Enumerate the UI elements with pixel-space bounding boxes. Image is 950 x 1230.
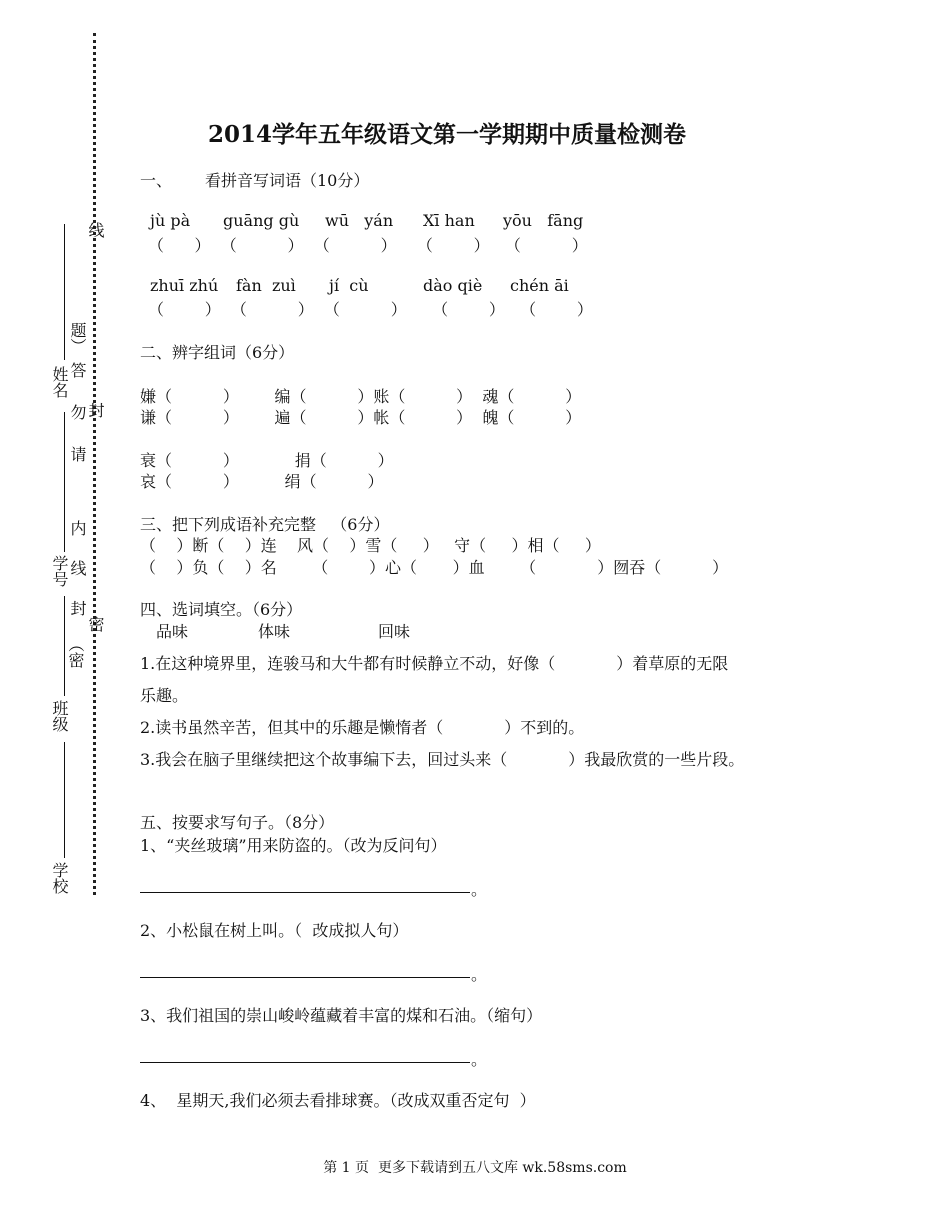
binding-dotted-line: [93, 33, 96, 895]
pinyin: dào qiè: [423, 276, 483, 295]
margin-notice: 答: [68, 362, 87, 378]
margin-school-label: 学校: [50, 862, 69, 894]
pinyin: chén āi: [510, 276, 569, 295]
word-choice: 回味: [378, 622, 411, 641]
answer-period: 。: [471, 965, 488, 984]
school-fill-line: [64, 742, 65, 858]
pinyin: Xī han: [423, 211, 475, 230]
section2-heading: 二、辨字组词（6分）: [140, 343, 295, 362]
margin-notice: 封: [86, 402, 105, 418]
page-title: 2014学年五年级语文第一学期期中质量检测卷: [208, 121, 687, 148]
question: 1、“夹丝玻璃”用来防盗的。（改为反问句）: [140, 836, 447, 855]
margin-notice: 内: [68, 520, 87, 536]
margin-class-label: 班级: [50, 700, 69, 732]
margin-notice: （密: [66, 636, 85, 668]
pinyin: jù pà: [150, 211, 191, 230]
char-group-line[interactable]: 谦（ ） 遍（ ）帐（ ） 魄（ ）: [140, 408, 582, 427]
idiom-line[interactable]: （ ）负（ ）名 （ ）心（ ）血 （ ）囫吞（ ）: [140, 558, 729, 577]
word-choice: 品味: [156, 622, 189, 641]
pinyin: zhuī zhú: [150, 276, 219, 295]
answer-period: 。: [471, 880, 488, 899]
question: 2、小松鼠在树上叫。（ 改成拟人句）: [140, 921, 409, 940]
section3-heading: 三、把下列成语补充完整 （6分）: [140, 515, 390, 534]
section1-heading: 看拼音写词语（10分）: [205, 171, 370, 190]
idiom-line[interactable]: （ ）断（ ）连 风（ ）雪（ ） 守（ ）相（ ）: [140, 536, 601, 555]
word-choice: 体味: [258, 622, 291, 641]
char-group-line[interactable]: 衰（ ） 捐（ ）: [140, 451, 394, 470]
answer-line[interactable]: [140, 977, 470, 978]
answer-line[interactable]: [140, 1062, 470, 1063]
margin-notice: 密: [86, 616, 105, 632]
margin-notice: 请: [68, 446, 87, 462]
name-fill-line: [64, 224, 65, 360]
fill-item[interactable]: 2.读书虽然辛苦，但其中的乐趣是懒惰者（ ）不到的。: [140, 718, 585, 737]
margin-xian: 线: [86, 222, 105, 238]
fill-item[interactable]: 3.我会在脑子里继续把这个故事编下去，回过头来（ ）我最欣赏的一些片段。: [140, 750, 745, 769]
pinyin: wū yán: [325, 211, 394, 230]
pinyin: guāng gù: [223, 211, 300, 230]
margin-notice: 题）: [68, 322, 87, 354]
margin-notice: 线: [68, 560, 87, 576]
question: 3、我们祖国的崇山峻岭蕴藏着丰富的煤和石油。（缩句）: [140, 1006, 543, 1025]
margin-notice: 封: [68, 600, 87, 616]
char-group-line[interactable]: 哀（ ） 绢（ ）: [140, 472, 384, 491]
question: 4、 星期天,我们必须去看排球赛。（改成双重否定句 ）: [140, 1091, 536, 1110]
id-fill-line: [64, 412, 65, 552]
page-footer: 第 1 页 更多下载请到五八文库 wk.58sms.com: [323, 1160, 627, 1176]
pinyin: jí cù: [329, 276, 369, 295]
margin-notice: 勿: [68, 404, 87, 420]
margin-name-label: 姓名: [50, 366, 69, 398]
fill-item[interactable]: 1.在这种境界里，连骏马和大牛都有时候静立不动，好像（ ）着草原的无限: [140, 654, 729, 673]
char-group-line[interactable]: 嫌（ ） 编（ ）账（ ） 魂（ ）: [140, 387, 582, 406]
fill-item: 乐趣。: [140, 686, 189, 705]
pinyin: fàn zuì: [236, 276, 296, 295]
section5-heading: 五、按要求写句子。（8分）: [140, 813, 335, 832]
pinyin: yōu fāng: [503, 211, 584, 230]
section1-number: 一、: [140, 171, 173, 190]
margin-id-label: 学号: [50, 555, 69, 587]
answer-blanks[interactable]: （ ） （ ） （ ） （ ） （ ）: [148, 236, 588, 255]
section4-heading: 四、选词填空。（6分）: [140, 600, 303, 619]
answer-period: 。: [471, 1050, 488, 1069]
answer-line[interactable]: [140, 892, 470, 893]
answer-blanks[interactable]: （ ） （ ） （ ） （ ） （ ）: [148, 300, 593, 319]
